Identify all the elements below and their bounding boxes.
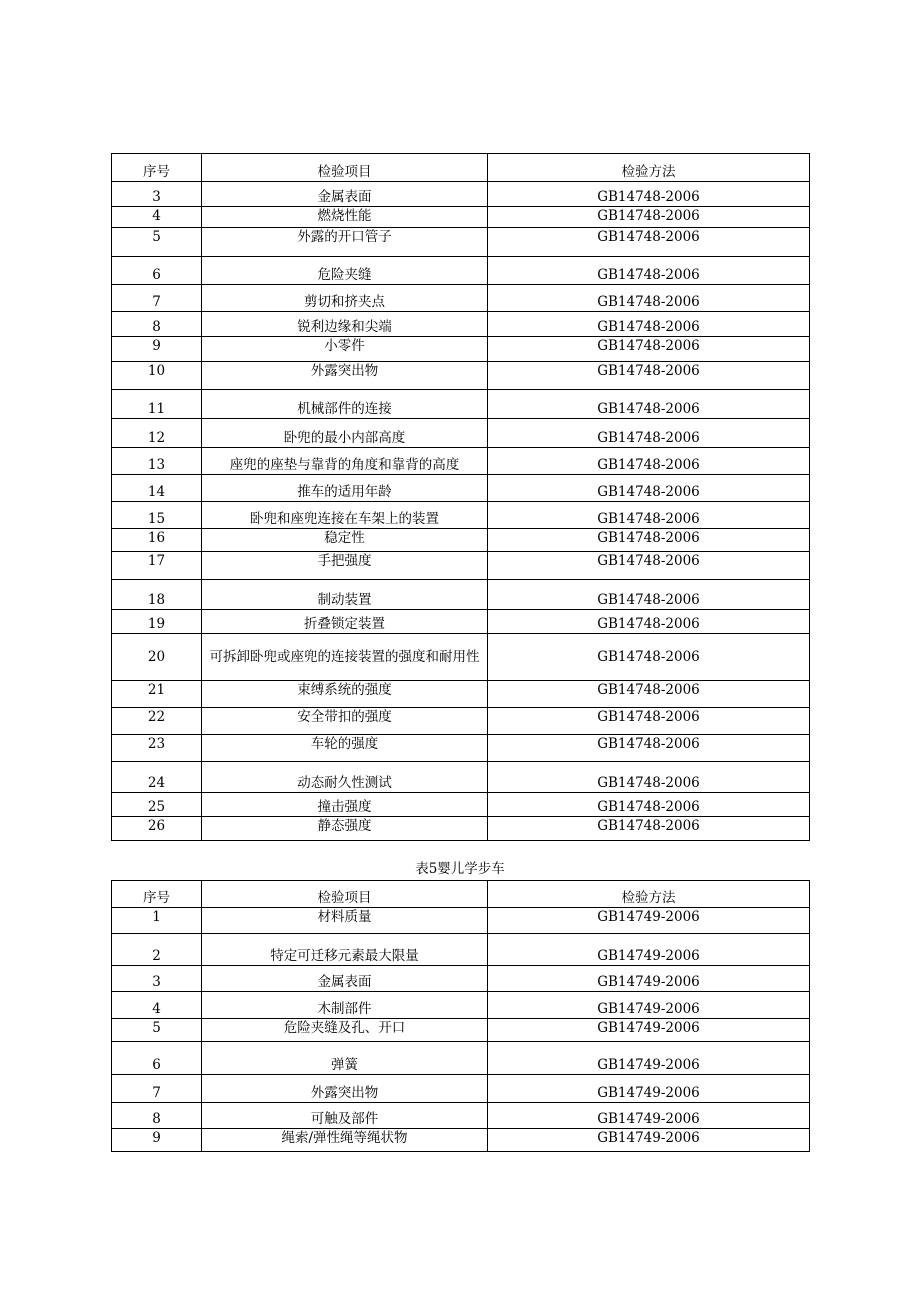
inspection-item-cell: 车轮的强度 — [202, 735, 488, 762]
inspection-method-cell: GB14748-2006 — [488, 362, 810, 390]
inspection-item-cell: 稳定性 — [202, 529, 488, 552]
table-header-row — [112, 154, 810, 182]
inspection-item-cell: 危险夹缝及孔、开口 — [202, 1019, 488, 1042]
serial-number-cell: 16 — [112, 529, 202, 552]
inspection-method-cell: GB14748-2006 — [488, 285, 810, 312]
inspection-item-cell: 危险夹缝 — [202, 257, 488, 285]
stroller-inspection-table — [111, 153, 810, 841]
serial-number-cell: 13 — [112, 448, 202, 475]
inspection-item-cell: 手把强度 — [202, 552, 488, 580]
inspection-item-cell: 机械部件的连接 — [202, 390, 488, 419]
table-row — [112, 793, 810, 817]
serial-number-cell: 9 — [112, 337, 202, 362]
serial-number-cell: 5 — [112, 228, 202, 257]
inspection-method-cell: GB14749-2006 — [488, 992, 810, 1019]
serial-number-cell: 24 — [112, 762, 202, 793]
inspection-method-cell: GB14748-2006 — [488, 735, 810, 762]
serial-number-cell: 18 — [112, 580, 202, 610]
table-row — [112, 419, 810, 448]
inspection-method-cell: GB14749-2006 — [488, 1019, 810, 1042]
baby-walker-inspection-table — [111, 880, 810, 1152]
inspection-item-cell: 卧兜和座兜连接在车架上的装置 — [202, 502, 488, 529]
inspection-item-cell: 动态耐久性测试 — [202, 762, 488, 793]
inspection-method-cell: GB14748-2006 — [488, 580, 810, 610]
table-row — [112, 735, 810, 762]
serial-number-cell: 12 — [112, 419, 202, 448]
table-row — [112, 681, 810, 708]
inspection-method-cell: GB14748-2006 — [488, 257, 810, 285]
inspection-item-cell: 撞击强度 — [202, 793, 488, 817]
table-row — [112, 708, 810, 735]
inspection-item-cell: 材料质量 — [202, 908, 488, 934]
table-row — [112, 312, 810, 337]
table-row — [112, 228, 810, 257]
header-inspection-item: 检验项目 — [202, 154, 488, 182]
table-row — [112, 1075, 810, 1103]
table-row — [112, 257, 810, 285]
serial-number-cell: 6 — [112, 257, 202, 285]
table-row — [112, 529, 810, 552]
table-row — [112, 285, 810, 312]
serial-number-cell: 9 — [112, 1129, 202, 1152]
inspection-item-cell: 木制部件 — [202, 992, 488, 1019]
serial-number-cell: 1 — [112, 908, 202, 934]
table-row — [112, 992, 810, 1019]
inspection-method-cell: GB14748-2006 — [488, 419, 810, 448]
header-serial-number: 序号 — [112, 881, 202, 908]
inspection-method-cell: GB14749-2006 — [488, 1075, 810, 1103]
inspection-method-cell: GB14748-2006 — [488, 448, 810, 475]
inspection-method-cell: GB14748-2006 — [488, 552, 810, 580]
table-row — [112, 1042, 810, 1075]
inspection-item-cell: 特定可迁移元素最大限量 — [202, 934, 488, 966]
table-row — [112, 502, 810, 529]
serial-number-cell: 7 — [112, 1075, 202, 1103]
inspection-item-cell: 可拆卸卧兜或座兜的连接装置的强度和耐用性 — [202, 634, 488, 681]
table-header-row — [112, 881, 810, 908]
serial-number-cell: 14 — [112, 475, 202, 502]
table-row — [112, 934, 810, 966]
inspection-method-cell: GB14749-2006 — [488, 1129, 810, 1152]
serial-number-cell: 4 — [112, 207, 202, 228]
table-row — [112, 762, 810, 793]
inspection-item-cell: 外露突出物 — [202, 1075, 488, 1103]
inspection-item-cell: 座兜的座垫与靠背的角度和靠背的高度 — [202, 448, 488, 475]
inspection-method-cell: GB14748-2006 — [488, 708, 810, 735]
inspection-method-cell: GB14748-2006 — [488, 817, 810, 841]
inspection-method-cell: GB14748-2006 — [488, 502, 810, 529]
inspection-item-cell: 剪切和挤夹点 — [202, 285, 488, 312]
serial-number-cell: 21 — [112, 681, 202, 708]
inspection-item-cell: 绳索/弹性绳等绳状物 — [202, 1129, 488, 1152]
inspection-item-cell: 可触及部件 — [202, 1103, 488, 1129]
serial-number-cell: 25 — [112, 793, 202, 817]
serial-number-cell: 3 — [112, 966, 202, 992]
serial-number-cell: 17 — [112, 552, 202, 580]
inspection-item-cell: 折叠锁定装置 — [202, 610, 488, 634]
header-inspection-item: 检验项目 — [202, 881, 488, 908]
inspection-method-cell: GB14748-2006 — [488, 634, 810, 681]
table-row — [112, 1019, 810, 1042]
inspection-item-cell: 小零件 — [202, 337, 488, 362]
inspection-method-cell: GB14748-2006 — [488, 793, 810, 817]
inspection-method-cell: GB14748-2006 — [488, 182, 810, 207]
table-row — [112, 1129, 810, 1152]
serial-number-cell: 4 — [112, 992, 202, 1019]
inspection-method-cell: GB14748-2006 — [488, 529, 810, 552]
inspection-method-cell: GB14748-2006 — [488, 312, 810, 337]
inspection-method-cell: GB14748-2006 — [488, 207, 810, 228]
inspection-item-cell: 弹簧 — [202, 1042, 488, 1075]
table-row — [112, 475, 810, 502]
inspection-item-cell: 束缚系统的强度 — [202, 681, 488, 708]
inspection-item-cell: 静态强度 — [202, 817, 488, 841]
inspection-method-cell: GB14749-2006 — [488, 934, 810, 966]
inspection-method-cell: GB14749-2006 — [488, 1042, 810, 1075]
inspection-method-cell: GB14748-2006 — [488, 610, 810, 634]
inspection-item-cell: 卧兜的最小内部高度 — [202, 419, 488, 448]
inspection-item-cell: 安全带扣的强度 — [202, 708, 488, 735]
header-inspection-method: 检验方法 — [488, 154, 810, 182]
table-caption: 表5婴儿学步车 — [415, 861, 505, 877]
table-row — [112, 580, 810, 610]
serial-number-cell: 10 — [112, 362, 202, 390]
inspection-method-cell: GB14749-2006 — [488, 966, 810, 992]
serial-number-cell: 26 — [112, 817, 202, 841]
table-row — [112, 966, 810, 992]
header-inspection-method: 检验方法 — [488, 881, 810, 908]
inspection-method-cell: GB14749-2006 — [488, 1103, 810, 1129]
inspection-method-cell: GB14748-2006 — [488, 390, 810, 419]
table-row — [112, 182, 810, 207]
inspection-method-cell: GB14748-2006 — [488, 475, 810, 502]
table-row — [112, 448, 810, 475]
table-row — [112, 362, 810, 390]
table-row — [112, 207, 810, 228]
serial-number-cell: 15 — [112, 502, 202, 529]
inspection-item-cell: 金属表面 — [202, 966, 488, 992]
inspection-item-cell: 制动装置 — [202, 580, 488, 610]
inspection-item-cell: 推车的适用年龄 — [202, 475, 488, 502]
serial-number-cell: 23 — [112, 735, 202, 762]
serial-number-cell: 11 — [112, 390, 202, 419]
inspection-method-cell: GB14748-2006 — [488, 762, 810, 793]
inspection-method-cell: GB14748-2006 — [488, 228, 810, 257]
table-row — [112, 634, 810, 681]
inspection-method-cell: GB14749-2006 — [488, 908, 810, 934]
table-row — [112, 817, 810, 841]
inspection-item-cell: 外露的开口管子 — [202, 228, 488, 257]
inspection-item-cell: 金属表面 — [202, 182, 488, 207]
serial-number-cell: 2 — [112, 934, 202, 966]
table-row — [112, 1103, 810, 1129]
serial-number-cell: 19 — [112, 610, 202, 634]
table-row — [112, 390, 810, 419]
serial-number-cell: 6 — [112, 1042, 202, 1075]
inspection-item-cell: 锐利边缘和尖端 — [202, 312, 488, 337]
serial-number-cell: 7 — [112, 285, 202, 312]
serial-number-cell: 22 — [112, 708, 202, 735]
inspection-item-cell: 外露突出物 — [202, 362, 488, 390]
inspection-method-cell: GB14748-2006 — [488, 681, 810, 708]
serial-number-cell: 5 — [112, 1019, 202, 1042]
serial-number-cell: 3 — [112, 182, 202, 207]
table-row — [112, 908, 810, 934]
header-serial-number: 序号 — [112, 154, 202, 182]
inspection-method-cell: GB14748-2006 — [488, 337, 810, 362]
table-row — [112, 610, 810, 634]
serial-number-cell: 8 — [112, 1103, 202, 1129]
table-row — [112, 552, 810, 580]
serial-number-cell: 8 — [112, 312, 202, 337]
serial-number-cell: 20 — [112, 634, 202, 681]
inspection-item-cell: 燃烧性能 — [202, 207, 488, 228]
table-row — [112, 337, 810, 362]
